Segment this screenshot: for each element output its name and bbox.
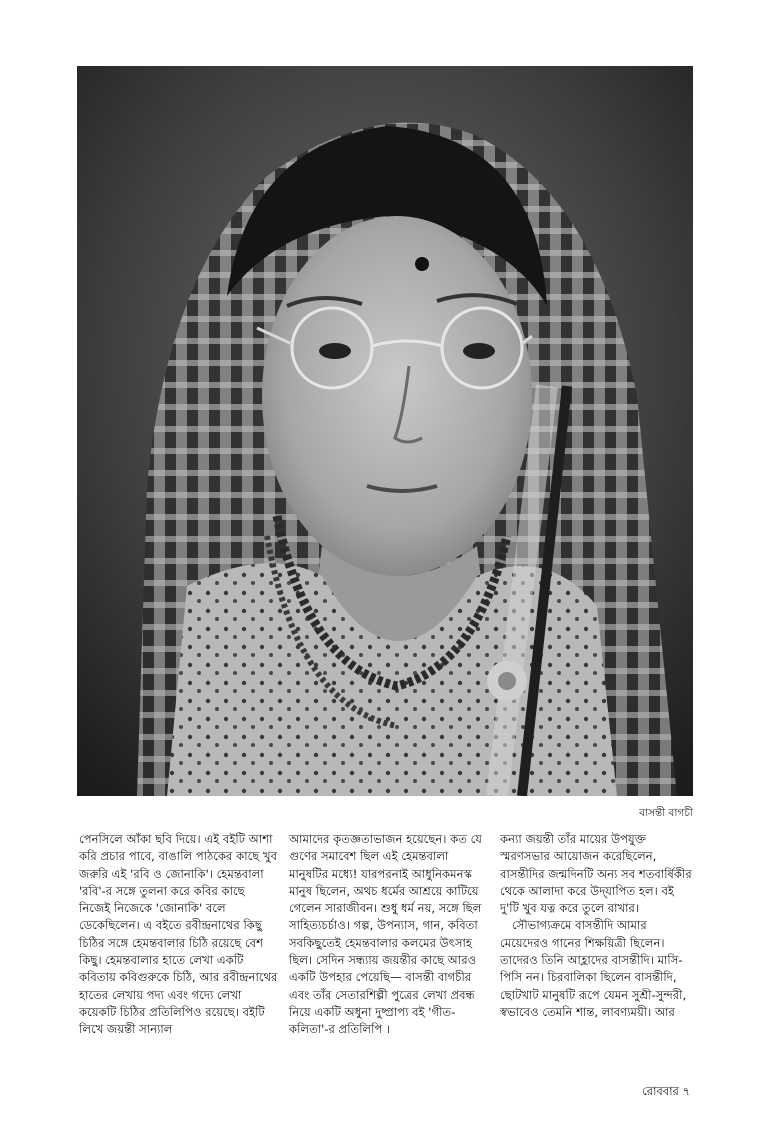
paragraph: সৌভাগ্যক্রমে বাসন্তীদি আমার মেয়েদেরও গানের শিক্ষয়িত্রী ছিলেন। তাদেরও তিনি আহ্লাদের বাসন্তীদি। মাসি-পিসি নন। চিরবালিকা ছিলেন বাসন্তীদি, ছোটখাট মানুষটি রূপে যেমন সুশ্রী-সুন্দরী, স্বভাবেও তেমনি শান্ত, লাবণ্যময়ী। আর (500, 918, 687, 1019)
paragraph: পেনসিলে আঁকা ছবি দিয়ে। এই বইটি আশা করি প্রচার পাবে, বাঙালি পাঠকের কাছে খুব জরুরি এই 'রবি ও জোনাকি'। হেমন্তবালা 'রবি'-র সঙ্গে তুলনা করে কবির কাছে নিজেই নিজেকে 'জোনাকি' বলে ডেকেছিলেন। এ বইতে রবীন্দ্রনাথের কিছু চিঠির সঙ্গে হেমন্তবালার চিঠি রয়েছে বেশ কিছু। হেমন্তবালার হাতে লেখা একটি কবিতায় কবিগুরুকে চিঠি, আর রবীন্দ্রনাথের হাতের লেখায় পদ্য এবং গদ্যে লেখা কয়েকটি চিঠির প্রতিলিপিও রয়েছে। বইটি লিখে জয়ন্তী সান্যাল (79, 832, 278, 1037)
page-folio: রোববার ৭ (642, 1084, 690, 1098)
paragraph: আমাদের কৃতজ্ঞতাভাজন হয়েছেন। কত যে গুণের সমাবেশ ছিল এই হেমন্তবালা মানুষটির মধ্যে! যারপরনাই আধুনিকমনস্ক মানুষ ছিলেন, অথচ ধর্মের আশ্রয়ে কাটিয়ে গেলেন সারাজীবন। শুধু ধর্ম নয়, সঙ্গে ছিল সাহিত্যচর্চাও। গল্প, উপন্যাস, গান, কবিতা সবকিছুতেই হেমন্তবালার কলমের উৎসাহ ছিল। সেদিন সন্ধ্যায় জয়ন্তীর কাছে আরও একটি উপহার পেয়েছি— বাসন্তী বাগচীর এবং তাঁর সেতারশিল্পী পুত্রের লেখা প্রবন্ধ নিয়ে একটি অধুনা দুষ্প্রাপ্য বই 'গীত-কলিতা'-র প্রতিলিপি । (289, 832, 482, 1037)
paragraph: কন্যা জয়ন্তী তাঁর মায়ের উপযুক্ত স্মরণসভার আয়োজন করেছিলেন, বাসন্তীদির জন্মদিনটি অন্য সব শতবার্ষিকীর থেকে আলাদা করে উদ্‌যাপিত হল। বই দু'টি খুব যত্ন করে তুলে রাখার। (500, 832, 692, 916)
photo-caption: বাসন্তী বাগচী (639, 807, 693, 819)
text-column-3 (500, 831, 696, 1021)
portrait-photo (77, 66, 693, 796)
text-column-2 (289, 831, 489, 1039)
text-column-1 (79, 831, 279, 1039)
